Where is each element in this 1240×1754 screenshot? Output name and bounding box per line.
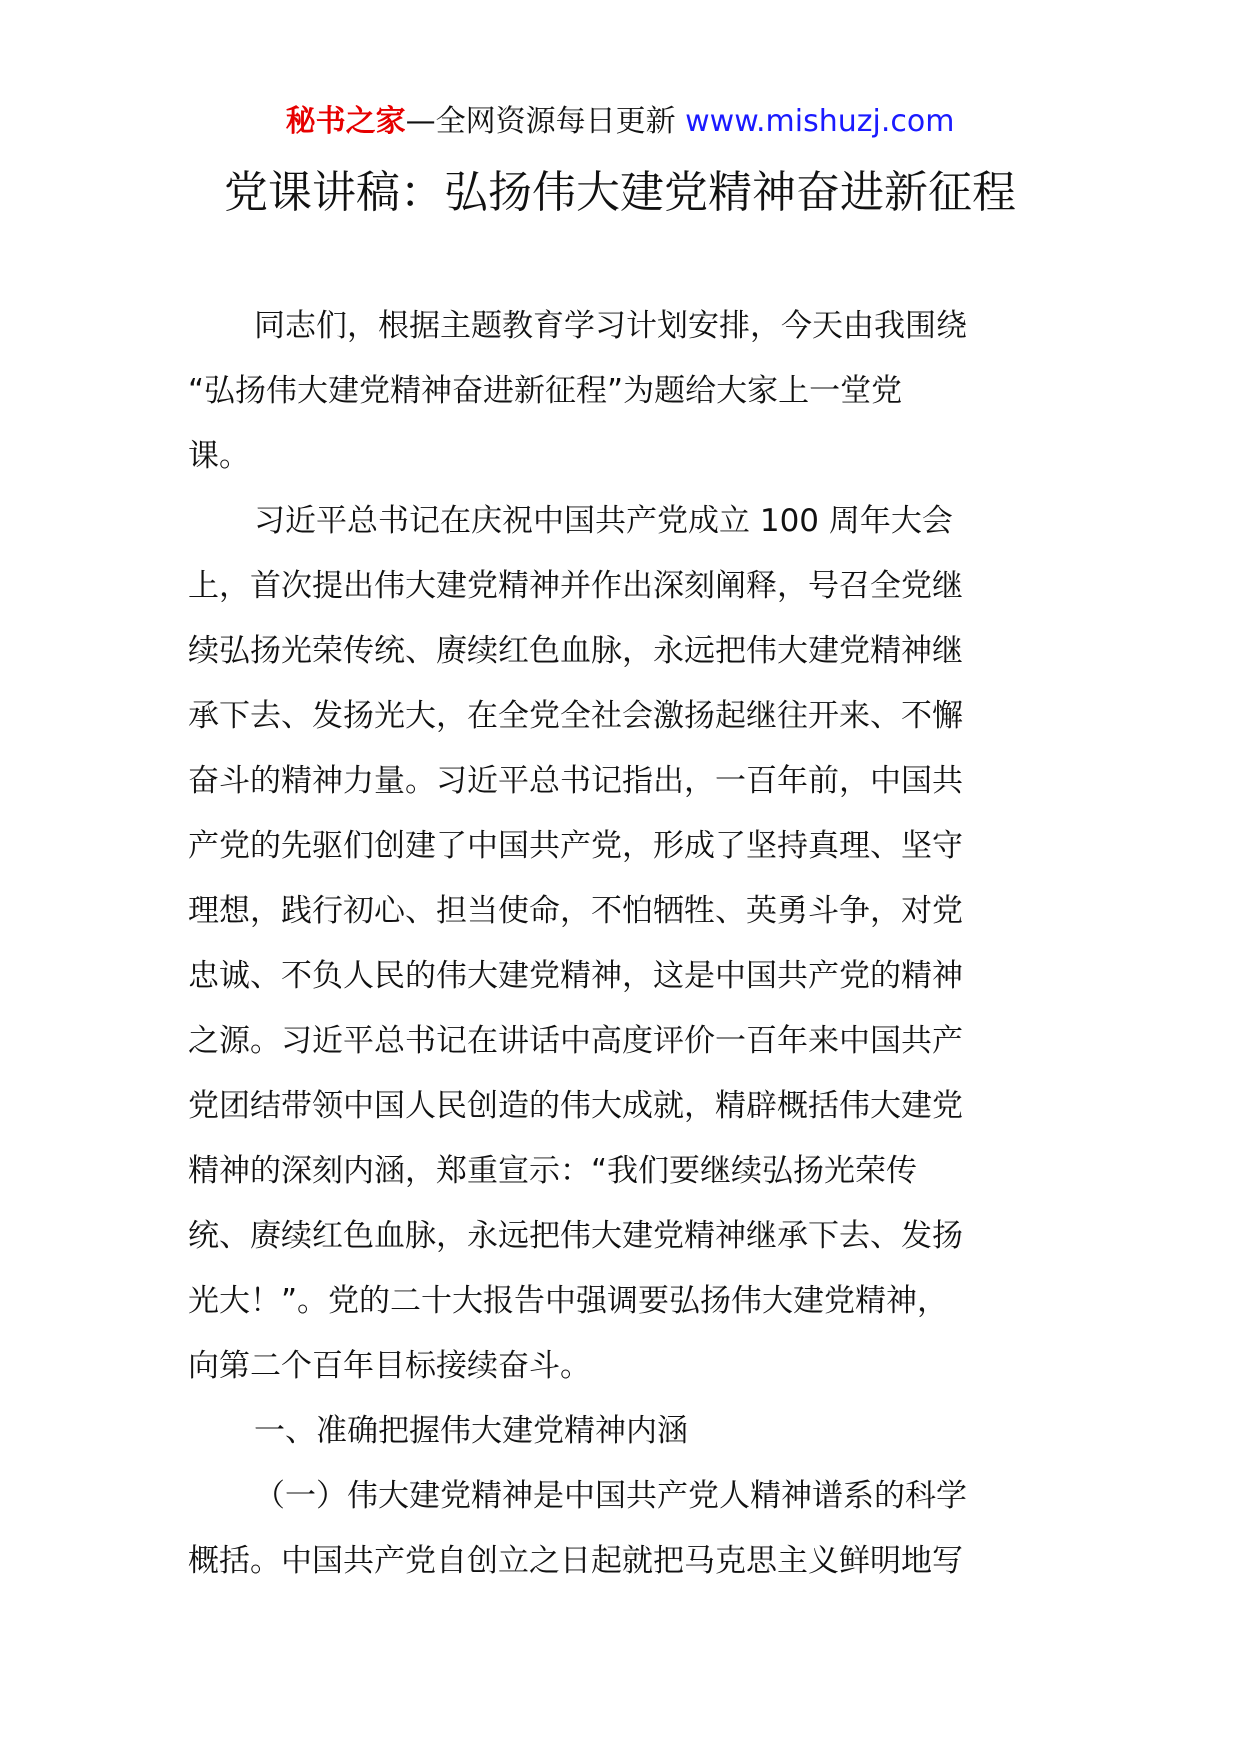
text-line: 统、赓续红色血脉，永远把伟大建党精神继承下去、发扬 [188, 1218, 963, 1254]
text-line: 忠诚、不负人民的伟大建党精神，这是中国共产党的精神 [188, 958, 963, 994]
text-line: 上，首次提出伟大建党精神并作出深刻阐释，号召全党继 [188, 568, 963, 604]
text-line: 续弘扬光荣传统、赓续红色血脉，永远把伟大建党精神继 [188, 633, 963, 669]
text-line: 党团结带领中国人民创造的伟大成就，精辟概括伟大建党 [188, 1088, 963, 1124]
text-line: 精神的深刻内涵，郑重宣示：“我们要继续弘扬光荣传 [188, 1153, 918, 1189]
text-line: （一）伟大建党精神是中国共产党人精神谱系的科学 [254, 1478, 967, 1514]
text-line: 承下去、发扬光大，在全党全社会激扬起继往开来、不懈 [188, 698, 963, 734]
text-line: 之源。习近平总书记在讲话中高度评价一百年来中国共产 [188, 1023, 963, 1059]
text-line: 奋斗的精神力量。习近平总书记指出，一百年前，中国共 [188, 763, 963, 799]
text-line: “弘扬伟大建党精神奋进新征程”为题给大家上一堂党 [188, 373, 903, 409]
text-line: 习近平总书记在庆祝中国共产党成立 100 周年大会 [254, 503, 953, 539]
site-header [0, 102, 1240, 142]
site-tagline: —全网资源每日更新 [405, 104, 676, 139]
document-body [188, 294, 1063, 1594]
text-line: 同志们，根据主题教育学习计划安排，今天由我围绕 [254, 308, 967, 344]
text-line: 课。 [188, 438, 250, 474]
document-title: 党课讲稿：弘扬伟大建党精神奋进新征程 [224, 167, 1016, 218]
text-line: 光大！”。党的二十大报告中强调要弘扬伟大建党精神， [188, 1283, 949, 1319]
text-line: 一、准确把握伟大建党精神内涵 [254, 1413, 688, 1449]
text-line: 产党的先驱们创建了中国共产党，形成了坚持真理、坚守 [188, 828, 963, 864]
text-line: 理想，践行初心、担当使命，不怕牺牲、英勇斗争，对党 [188, 893, 963, 929]
text-line: 概括。中国共产党自创立之日起就把马克思主义鲜明地写 [188, 1543, 963, 1579]
text-line: 向第二个百年目标接续奋斗。 [188, 1348, 591, 1384]
site-url[interactable]: www.mishuzj.com [685, 104, 955, 139]
site-brand: 秘书之家 [285, 104, 406, 139]
